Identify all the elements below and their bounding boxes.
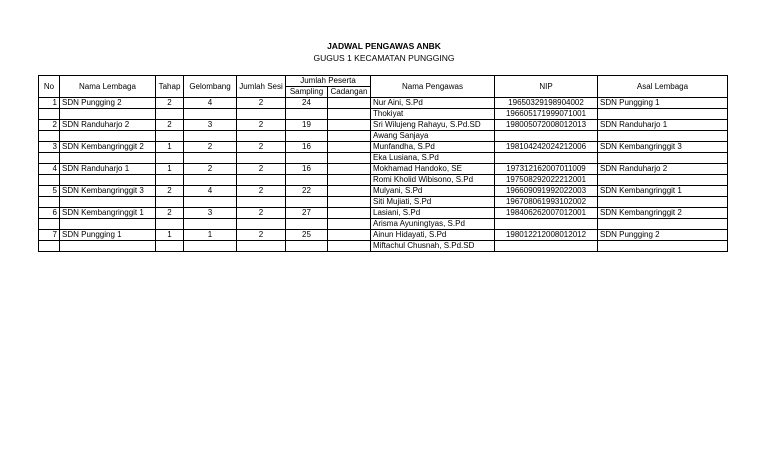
cell-tahap: 2 [156, 186, 184, 197]
cell-cadangan [328, 131, 371, 142]
cell-nip: 19650329198904002 [495, 98, 598, 109]
cell-no: 5 [39, 186, 60, 197]
cell-gelombang: 1 [184, 230, 237, 241]
cell-jumlah-sesi [237, 153, 286, 164]
cell-no: 2 [39, 120, 60, 131]
cell-nama-pengawas: Mokhamad Handoko, SE [371, 164, 495, 175]
cell-sampling: 25 [286, 230, 328, 241]
cell-cadangan [328, 175, 371, 186]
cell-cadangan [328, 164, 371, 175]
table-row [39, 153, 728, 164]
cell-tahap [156, 175, 184, 186]
cell-nama-pengawas: Miftachul Chusnah, S.Pd.SD [371, 241, 495, 252]
cell-nip: 196708061993102002 [495, 197, 598, 208]
cell-gelombang [184, 109, 237, 120]
cell-nama-pengawas: Eka Lusiana, S.Pd [371, 153, 495, 164]
cell-jumlah-sesi [237, 131, 286, 142]
cell-no: 3 [39, 142, 60, 153]
cell-no: 4 [39, 164, 60, 175]
cell-nip: 198104242024212006 [495, 142, 598, 153]
cell-tahap: 1 [156, 142, 184, 153]
cell-cadangan [328, 208, 371, 219]
cell-asal-lembaga [598, 241, 728, 252]
schedule-table [38, 75, 728, 252]
header-tahap: Tahap [156, 76, 184, 98]
cell-nama-pengawas: Sri Wilujeng Rahayu, S.Pd.SD [371, 120, 495, 131]
cell-cadangan [328, 197, 371, 208]
cell-asal-lembaga: SDN Kembangringgit 2 [598, 208, 728, 219]
cell-jumlah-sesi: 2 [237, 186, 286, 197]
cell-gelombang: 3 [184, 120, 237, 131]
cell-nip: 196605171999071001 [495, 109, 598, 120]
cell-sampling [286, 131, 328, 142]
table-row [39, 131, 728, 142]
cell-asal-lembaga [598, 131, 728, 142]
header-nama-lembaga: Nama Lembaga [60, 76, 156, 98]
cell-cadangan [328, 153, 371, 164]
header-jumlah-peserta: Jumlah Peserta [286, 76, 371, 87]
cell-tahap: 2 [156, 98, 184, 109]
header-cadangan: Cadangan [328, 87, 371, 98]
cell-sampling: 19 [286, 120, 328, 131]
cell-no [39, 241, 60, 252]
cell-no: 1 [39, 98, 60, 109]
header-no: No [39, 76, 60, 98]
cell-asal-lembaga [598, 153, 728, 164]
cell-gelombang [184, 241, 237, 252]
cell-nama-pengawas: Awang Sanjaya [371, 131, 495, 142]
cell-jumlah-sesi: 2 [237, 164, 286, 175]
cell-tahap [156, 131, 184, 142]
table-row [39, 120, 728, 131]
cell-nama-lembaga: SDN Kembangringgit 2 [60, 142, 156, 153]
cell-jumlah-sesi: 2 [237, 208, 286, 219]
cell-gelombang [184, 175, 237, 186]
cell-asal-lembaga: SDN Pungging 2 [598, 230, 728, 241]
header-nip: NIP [495, 76, 598, 98]
cell-cadangan [328, 230, 371, 241]
table-row [39, 230, 728, 241]
cell-sampling [286, 175, 328, 186]
cell-gelombang: 4 [184, 98, 237, 109]
cell-nip: 197508292022212001 [495, 175, 598, 186]
cell-gelombang [184, 131, 237, 142]
cell-cadangan [328, 219, 371, 230]
cell-asal-lembaga: SDN Randuharjo 2 [598, 164, 728, 175]
cell-nama-pengawas: Thokiyat [371, 109, 495, 120]
cell-jumlah-sesi: 2 [237, 142, 286, 153]
cell-no [39, 109, 60, 120]
cell-sampling [286, 219, 328, 230]
table-row [39, 186, 728, 197]
cell-sampling [286, 153, 328, 164]
table-row [39, 208, 728, 219]
cell-no [39, 175, 60, 186]
table-row [39, 142, 728, 153]
cell-nama-lembaga: SDN Pungging 1 [60, 230, 156, 241]
cell-asal-lembaga: SDN Kembangringgit 3 [598, 142, 728, 153]
cell-cadangan [328, 241, 371, 252]
cell-nama-lembaga: SDN Kembangringgit 1 [60, 208, 156, 219]
cell-jumlah-sesi: 2 [237, 230, 286, 241]
cell-jumlah-sesi: 2 [237, 120, 286, 131]
cell-gelombang [184, 219, 237, 230]
cell-nama-pengawas: Munfandha, S.Pd [371, 142, 495, 153]
cell-asal-lembaga: SDN Pungging 1 [598, 98, 728, 109]
cell-no [39, 219, 60, 230]
table-row [39, 164, 728, 175]
cell-jumlah-sesi [237, 219, 286, 230]
cell-gelombang [184, 197, 237, 208]
cell-tahap [156, 109, 184, 120]
cell-tahap [156, 197, 184, 208]
table-row [39, 109, 728, 120]
schedule-table-body [39, 98, 728, 252]
cell-cadangan [328, 109, 371, 120]
table-row [39, 219, 728, 230]
cell-asal-lembaga [598, 197, 728, 208]
header-jumlah-sesi: Jumlah Sesi [237, 76, 286, 98]
cell-cadangan [328, 186, 371, 197]
cell-tahap [156, 153, 184, 164]
header-nama-pengawas: Nama Pengawas [371, 76, 495, 98]
cell-nama-pengawas: Mulyani, S.Pd [371, 186, 495, 197]
cell-nip: 198012212008012012 [495, 230, 598, 241]
cell-nama-pengawas: Siti Mujiati, S.Pd [371, 197, 495, 208]
cell-sampling [286, 197, 328, 208]
cell-nama-lembaga [60, 219, 156, 230]
cell-nip [495, 219, 598, 230]
cell-asal-lembaga [598, 219, 728, 230]
cell-jumlah-sesi [237, 109, 286, 120]
cell-gelombang: 2 [184, 164, 237, 175]
cell-cadangan [328, 120, 371, 131]
cell-tahap [156, 219, 184, 230]
cell-gelombang [184, 153, 237, 164]
cell-asal-lembaga: SDN Randuharjo 1 [598, 120, 728, 131]
table-row [39, 241, 728, 252]
cell-sampling [286, 241, 328, 252]
cell-nip: 198005072008012013 [495, 120, 598, 131]
cell-sampling: 16 [286, 164, 328, 175]
cell-gelombang: 3 [184, 208, 237, 219]
cell-no [39, 153, 60, 164]
document-subtitle: GUGUS 1 KECAMATAN PUNGGING [313, 53, 455, 63]
cell-nip: 196609091992022003 [495, 186, 598, 197]
cell-tahap: 1 [156, 164, 184, 175]
cell-nama-lembaga [60, 109, 156, 120]
cell-tahap: 2 [156, 208, 184, 219]
cell-nip [495, 153, 598, 164]
cell-sampling: 22 [286, 186, 328, 197]
cell-jumlah-sesi: 2 [237, 98, 286, 109]
cell-nip: 197312162007011009 [495, 164, 598, 175]
header-sampling: Sampling [286, 87, 328, 98]
cell-sampling: 16 [286, 142, 328, 153]
cell-sampling [286, 109, 328, 120]
cell-gelombang: 2 [184, 142, 237, 153]
cell-nip: 198406262007012001 [495, 208, 598, 219]
header-gelombang: Gelombang [184, 76, 237, 98]
cell-no [39, 197, 60, 208]
cell-nip [495, 131, 598, 142]
cell-no [39, 131, 60, 142]
cell-nama-lembaga [60, 241, 156, 252]
cell-nama-pengawas: Romi Kholid Wibisono, S.Pd [371, 175, 495, 186]
cell-nip [495, 241, 598, 252]
header-asal-lembaga: Asal Lembaga [598, 76, 728, 98]
cell-nama-pengawas: Ainun Hidayati, S.Pd [371, 230, 495, 241]
cell-nama-pengawas: Nur Aini, S.Pd [371, 98, 495, 109]
cell-gelombang: 4 [184, 186, 237, 197]
cell-jumlah-sesi [237, 175, 286, 186]
cell-nama-lembaga: SDN Pungging 2 [60, 98, 156, 109]
cell-asal-lembaga [598, 109, 728, 120]
cell-nama-lembaga [60, 153, 156, 164]
cell-nama-lembaga: SDN Randuharjo 1 [60, 164, 156, 175]
cell-nama-lembaga: SDN Kembangringgit 3 [60, 186, 156, 197]
cell-nama-lembaga [60, 197, 156, 208]
cell-tahap [156, 241, 184, 252]
cell-jumlah-sesi [237, 197, 286, 208]
table-row [39, 175, 728, 186]
cell-nama-lembaga [60, 175, 156, 186]
cell-tahap: 2 [156, 120, 184, 131]
cell-asal-lembaga: SDN Kembangringgit 1 [598, 186, 728, 197]
cell-nama-pengawas: Lasiani, S.Pd [371, 208, 495, 219]
cell-cadangan [328, 142, 371, 153]
cell-asal-lembaga [598, 175, 728, 186]
table-row [39, 197, 728, 208]
table-row [39, 98, 728, 109]
cell-nama-pengawas: Arisma Ayuningtyas, S.Pd [371, 219, 495, 230]
cell-nama-lembaga: SDN Randuharjo 2 [60, 120, 156, 131]
cell-tahap: 1 [156, 230, 184, 241]
cell-cadangan [328, 98, 371, 109]
cell-sampling: 27 [286, 208, 328, 219]
cell-jumlah-sesi [237, 241, 286, 252]
document-title: JADWAL PENGAWAS ANBK [327, 41, 441, 51]
cell-sampling: 24 [286, 98, 328, 109]
cell-no: 7 [39, 230, 60, 241]
cell-nama-lembaga [60, 131, 156, 142]
cell-no: 6 [39, 208, 60, 219]
